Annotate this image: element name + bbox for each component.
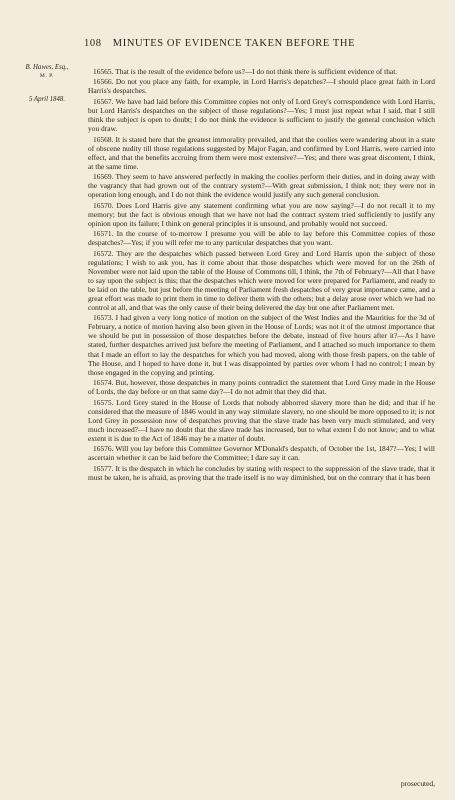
margin-witness-note [8, 63, 86, 81]
running-title: MINUTES OF EVIDENCE TAKEN BEFORE THE [112, 38, 356, 49]
question-paragraph: 16569. They seem to have answered perfectly in making the coolies perform their duties, and in doing away with the vagrancy that had grown out of the contrary system?—With great submission, I think not; they were not in operation long enough, and I do not think the evidence would justify any such general conclusion. [88, 172, 435, 200]
question-paragraph: 16568. It is stated here that the greatest immorality prevailed, and that the coolies were wandering about in a state of obscene nudity till those regulations suggested by Major Fagan, and confirmed by Lord Harris, were carried into effect, and that the benefits accruing from them were most extensive?—Yes; and there was great discontent, I think, at the same time. [88, 134, 435, 171]
question-paragraph: 16576. Will you lay before this Committee Governor M'Donald's despatch, of October the 1st, 1847?—Yes; I will ascertain whether it can be laid before the Committee; I dare say it can. [88, 444, 435, 463]
question-paragraph: 16575. Lord Grey stated in the House of Lords that nobody abhorred slavery more than he did; and that if he considered that the measure of 1846 would in any way stimulate slavery, no one should be more opposed to it; is not Lord Grey in possession now of despatches proving that the slave trade has been very much stimulated, and very much increased?—I have no doubt that the slave trade has increased, but to what extent I do not know; and to what extent it is due to the Act of 1846 may be a matter of doubt. [88, 397, 435, 443]
question-paragraph: 16572. They are the despatches which passed between Lord Grey and Lord Harris upon the subject of those regulations; I wish to ask you, has it come about that those despatches which were moved for on the 26th of November were not laid upon the table of the House of Commons till, I think, the 7th of February?—All that I have to say upon the subject is this; that the despatches which were moved for were prepared for Parliament, and ready to be laid on the table, but just before the meeting of Parliament fresh despatches of very great importance came, and a great effort was made to print them in time to deliver them with the others; but a delay arose over which we had no control at all, and that was the only cause of their being delivered the day but one after Parliament met. [88, 248, 435, 312]
page-number: 108 [84, 38, 102, 49]
evidence-body [88, 67, 435, 483]
witness-suffix: M. P. [39, 73, 55, 79]
question-paragraph: 16571. In the course of to-morrow I presume you will be able to lay before this Committee copies of those despatches?—Yes; if you will refer me to any particular despatches that you want. [88, 229, 435, 248]
question-paragraph: 16573. I had given a very long notice of motion on the subject of the West Indies and the Mauritius for the 3d of February, a notice of motion having also been given in the House of Lords; was not it of the utmost importance that we should be put in possession of those despatches before the debate, instead of five hours after it?—As I have stated, further despatches arrived just before the meeting of Parliament, and I attached so much importance to them that I made an effort to lay the despatches for which you had moved, along with those fresh papers, on the table of The House, and I hoped to have done it, but I was disappointed by parties over whom I had no control; I mean by those engaged in the copying and printing. [88, 313, 435, 377]
question-paragraph: 16567. We have had laid before this Committee copies not only of Lord Grey's correspondence with Lord Harris, but Lord Harris's despatches on the subject of those regulations?—Yes; I must just repeat what I said, that I still think the subject is open to doubt; I do not think the evidence is sufficient to justify the general conclusion which you draw. [88, 96, 435, 134]
catchword: prosecuted, [400, 779, 435, 788]
question-paragraph: 16565. That is the result of the evidence before us?—I do not think there is sufficient evidence of that. [93, 67, 398, 76]
margin-date: 5 April 1848. [29, 96, 65, 103]
question-paragraph: 16577. It is the despatch in which he concludes by stating with respect to the suppression of the slave trade, that it must be taken, he is afraid, as proving that the trade itself is no way diminished, but on the contrary that it has been [88, 463, 435, 482]
page-header [84, 38, 434, 49]
witness-name: B. Hawes, Esq., [25, 64, 69, 71]
question-paragraph: 16570. Does Lord Harris give any statement confirming what you are now saying?—I do not recall it to my memory; but the fact is obvious enough that we have not had the contract system tried sufficiently to justify any opinion upon its failure; I think on general principles it is unsound, and probably would not succeed. [88, 200, 435, 228]
question-paragraph: 16574. But, however, those despatches in many points contradict the statement that Lord Grey made in the House of Lords, the day before or on that same day?—I do not admit that they did that. [88, 378, 435, 397]
question-paragraph: 16566. Do not you place any faith, for example, in Lord Harris's depatches?—I should place great faith in Lord Harris's despatches. [88, 77, 435, 96]
